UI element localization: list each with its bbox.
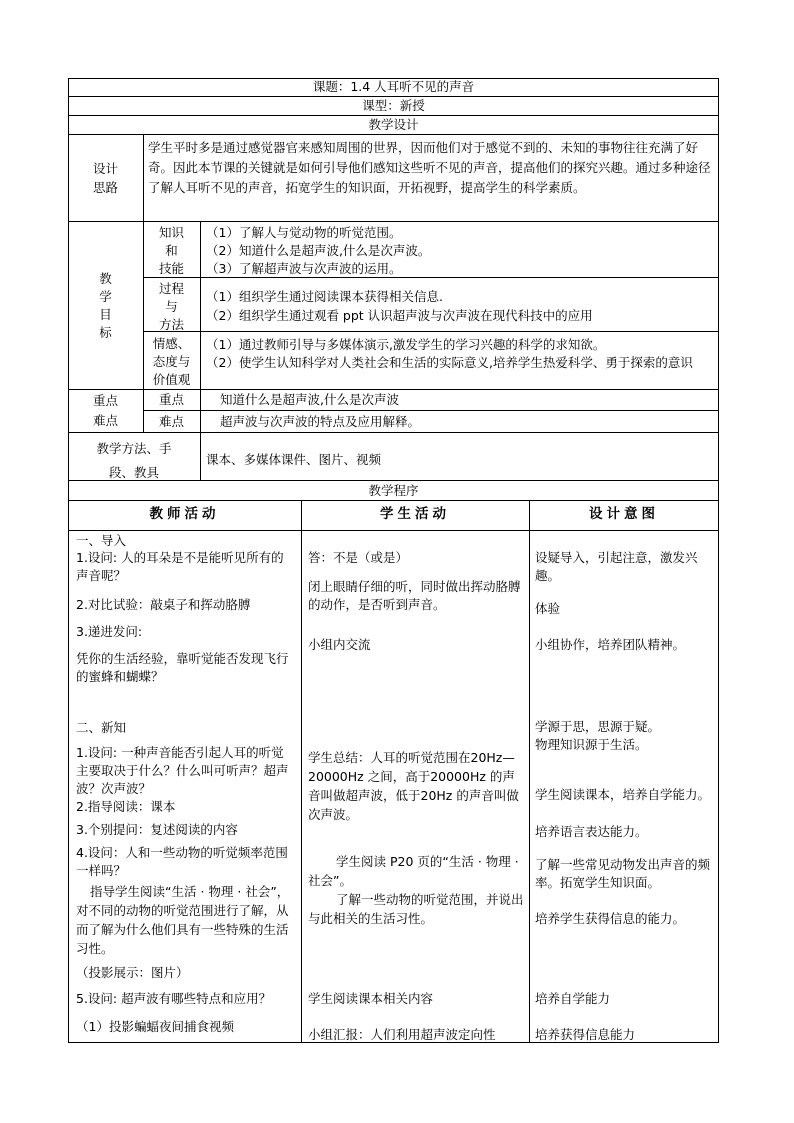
teacher-step: 指导学生阅读“生活 · 物理 · 社会”，对不同的动物的听觉范围进行了解，从而了解为什么他们具有一些特殊的生活习性。 [76,884,290,956]
process-label: 过程 [158,281,184,296]
key-text: 知道什么是超声波,什么是次声波 [220,392,399,407]
methods-text: 课本、多媒体课件、图片、视频 [206,452,382,467]
knowledge-item: （1）了解人与觉动物的听觉范围。 [206,225,402,240]
methods-label: 教学方法、手 [96,441,172,456]
teacher-step: （投影展示：图片） [76,965,189,980]
teacher-step: 凭你的生活经验，靠听觉能否发现飞行的蜜蜂和蝴蝶？ [76,651,289,684]
student-step: 学生总结：人耳的听觉范围在20Hz—20000Hz 之间，高于20000Hz 的声音叫做超声波，低于20Hz 的声音叫做次声波。 [308,750,519,822]
intent-step: 了解一些常见动物发出声音的频率。拓宽学生知识面。 [535,857,711,890]
teacher-step: 2.指导阅读：课本 [76,799,176,814]
intent-step: 培养学生获得信息的能力。 [535,911,686,926]
student-step: 小组内交流 [308,637,371,652]
lesson-plan-table: 课题：1.4 人耳听不见的声音 课型：新授 教学设计 设计 思路 学生平时多是通过感觉器官来感知周围的世界，因而他们对于感觉不到的、未知的事物往往充满了好奇。因此本节课的关键就是如何引导他们感知这些听不见的声音，提高他们的探究兴趣。通过多种途径了解人耳听不见的声音，拓宽学生的知识面，开拓视野，提高学生的科学素质。 教 学 目 标 知识 和 技能 （1）了解人与觉动物的听觉范围。 （2）知道什么是超声波,什么是次声波。 （3）了解超声波与次声波的运用。 过程 与 方法 （1）组织学生通过阅读课本获得相关信息. （2）组织学生通过观看 ppt 认识超声波与次声波在现代科技中的应用 情感、 态度与 价值观 （1）通过教师引导与多媒体演示,激发学生的学习兴趣的科学的求知欲。 （2）使学生认知科学对人类社会和生活的实际意义,培养学生热爱科学、勇于探索的意识 重点 难点 重点 知道什么是超声波,什么是次声波 难点 超声波与次声波的特点及应用解释。 教学方法、手 段、教具 课本、多媒体课件、图片、视频 教学程序 教师活动 学生活动 设计意图 一、导入 1.设问: 人的耳朵是不是能听见所有的声音呢？ 2.对比试验：敲桌子和挥动胳膊 3.递进发问: 凭你的生活经验，靠听觉能否发现飞行的蜜蜂和蝴蝶？ 二、新知 1.设问: 一种声音能否引起人耳的听觉主要取决于什么？什么叫可听声？超声波？次声波？ 2.指导阅读：课本 3.个别提问：复述阅读的内容 4.设问：人和一些动物的听觉频率范围一样吗？ 指导学生阅读“生活 · 物理 · 社会”，对不同的动物的听觉范围进行了解，从而了解为什么他们具有一些特殊的生活习性。 （投影展示：图片） 5.设问: 超声波有哪些特点和应用？ （1）投影蝙蝠夜间捕食视频 答：不是（或是） 闭上眼睛仔细的听，同时做出挥动胳膊的动作，是否听到声音。 小组内交流 学生总结：人耳的听觉范围在20Hz—20000Hz 之间，高于20000Hz 的声音叫做超声波，低于20Hz 的声音叫做次声波。 学生阅读 P20 页的“生活 · 物理 · 社会”。 了解一些动物的听觉范围，并说出与此相关的生活习性。 学生阅读课本相关内容 小组汇报：人们利用超声波定向性 设疑导入，引起注意，激发兴趣。 体验 小组协作，培养团队精神。 学源于思，思源于疑。 物理知识源于生活。 学生阅读课本，培养自学能力。 培养语言表达能力。 了解一些常见动物发出声音的频率。拓宽学生知识面。 培养学生获得信息的能力。 培养自学能力 培养获得信息能力 [68,78,719,1043]
teacher-step: 2.对比试验：敲桌子和挥动胳膊 [76,597,251,612]
intent-step: 物理知识源于生活。 [535,737,648,752]
teacher-step: 1.设问: 人的耳朵是不是能听见所有的声音呢？ [76,550,284,583]
intent-step: 培养获得信息能力 [535,1027,636,1042]
student-step: 小组汇报：人们利用超声波定向性 [308,1027,496,1042]
student-step: 了解一些动物的听觉范围，并说出与此相关的生活习性。 [308,892,524,926]
design-idea-label-2: 思路 [92,180,118,195]
key-label: 重点 [158,392,184,407]
teacher-step: 1.设问: 一种声音能否引起人耳的听觉主要取决于什么？什么叫可听声？超声波？次声波？ [76,745,289,796]
procedure-title: 教学程序 [368,483,419,498]
emotion-label: 情感、 [152,336,191,351]
teacher-step: 3.个别提问：复述阅读的内容 [76,822,238,837]
intent-step: 培养自学能力 [535,991,611,1006]
intent-step: 培养语言表达能力。 [535,824,648,839]
process-item: （2）组织学生通过观看 ppt 认识超声波与次声波在现代科技中的应用 [206,308,593,323]
lesson-type: 课型：新授 [362,98,425,113]
lesson-title: 课题：1.4 人耳听不见的声音 [312,79,475,94]
student-step: 学生阅读 P20 页的“生活 · 物理 · 社会”。 [308,854,519,888]
student-step: 闭上眼睛仔细的听，同时做出挥动胳膊的动作，是否听到声音。 [308,579,521,612]
emotion-item: （1）通过教师引导与多媒体演示,激发学生的学习兴趣的科学的求知欲。 [206,337,606,352]
knowledge-item: （3）了解超声波与次声波的运用。 [206,261,402,276]
teacher-step: 3.递进发问: [76,624,143,639]
teacher-step: 5.设问: 超声波有哪些特点和应用？ [76,991,272,1006]
design-idea-label: 设计 [92,161,118,176]
intent-step: 设疑导入，引起注意，激发兴趣。 [535,550,698,583]
design-section-title: 教学设计 [368,117,419,132]
design-intent-header: 设计意图 [589,506,659,522]
intent-step: 学源于思，思源于疑。 [535,719,661,734]
design-idea-text: 学生平时多是通过感觉器官来感知周围的世界，因而他们对于感觉不到的、未知的事物往往充满了好奇。因此本节课的关键就是如何引导他们感知这些听不见的声音，提高他们的探究兴趣。通过多种途径了解人耳听不见的声音，拓宽学生的知识面，开拓视野，提高学生的科学素质。 [148,140,711,195]
intent-step: 体验 [535,601,561,616]
difficult-text: 超声波与次声波的特点及应用解释。 [220,414,421,429]
key-points-label: 重点 [92,393,118,408]
teacher-step: （1）投影蝙蝠夜间捕食视频 [76,1019,234,1034]
intent-step: 学生阅读课本，培养自学能力。 [535,787,711,802]
process-item: （1）组织学生通过阅读课本获得相关信息. [206,289,443,304]
emotion-item: （2）使学生认知科学对人类社会和生活的实际意义,培养学生热爱科学、勇于探索的意识 [206,355,693,370]
student-step: 学生阅读课本相关内容 [308,991,434,1006]
teacher-step: 一、导入 [76,533,127,548]
objectives-label: 教 [99,271,112,286]
teacher-activity-header: 教师活动 [149,506,220,522]
knowledge-item: （2）知道什么是超声波,什么是次声波。 [206,243,431,258]
difficult-label: 难点 [158,414,184,429]
intent-step: 小组协作，培养团队精神。 [535,637,686,652]
teacher-step: 二、新知 [76,720,127,735]
teacher-step: 4.设问：人和一些动物的听觉频率范围一样吗？ [76,845,288,878]
student-step: 答：不是（或是） [308,550,409,565]
student-activity-header: 学生活动 [380,506,450,522]
knowledge-label: 知识 [158,225,184,240]
